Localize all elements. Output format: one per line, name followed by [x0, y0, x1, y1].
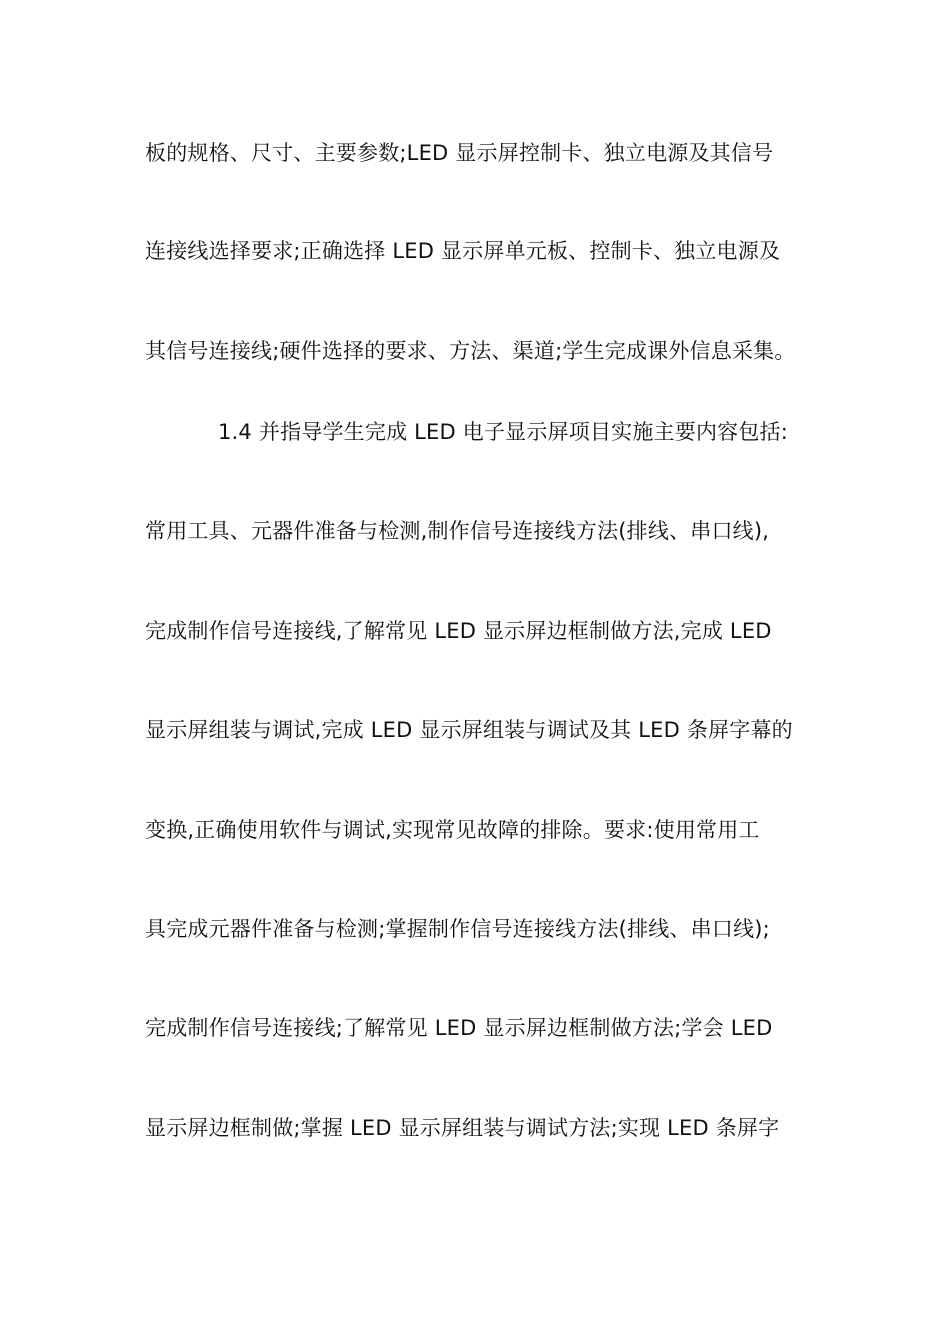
text-line-9: 具完成元器件准备与检测;掌握制作信号连接线方法(排线、串口线); [145, 917, 770, 941]
text-line-1: 板的规格、尺寸、主要参数;LED 显示屏控制卡、独立电源及其信号 [145, 141, 774, 165]
text-line-6: 完成制作信号连接线,了解常见 LED 显示屏边框制做方法,完成 LED [145, 619, 772, 643]
text-line-7: 显示屏组装与调试,完成 LED 显示屏组装与调试及其 LED 条屏字幕的 [145, 718, 793, 742]
text-line-3: 其信号连接线;硬件选择的要求、方法、渠道;学生完成课外信息采集。 [145, 339, 796, 363]
section-heading-line: 1.4 并指导学生完成 LED 电子显示屏项目实施主要内容包括: [218, 420, 789, 444]
text-line-10: 完成制作信号连接线;了解常见 LED 显示屏边框制做方法;学会 LED [145, 1016, 773, 1040]
text-line-8: 变换,正确使用软件与调试,实现常见故障的排除。要求:使用常用工 [145, 818, 760, 842]
text-line-2: 连接线选择要求;正确选择 LED 显示屏单元板、控制卡、独立电源及 [145, 239, 781, 263]
text-line-5: 常用工具、元器件准备与检测,制作信号连接线方法(排线、串口线), [145, 519, 770, 543]
text-line-11: 显示屏边框制做;掌握 LED 显示屏组装与调试方法;实现 LED 条屏字 [145, 1116, 780, 1140]
